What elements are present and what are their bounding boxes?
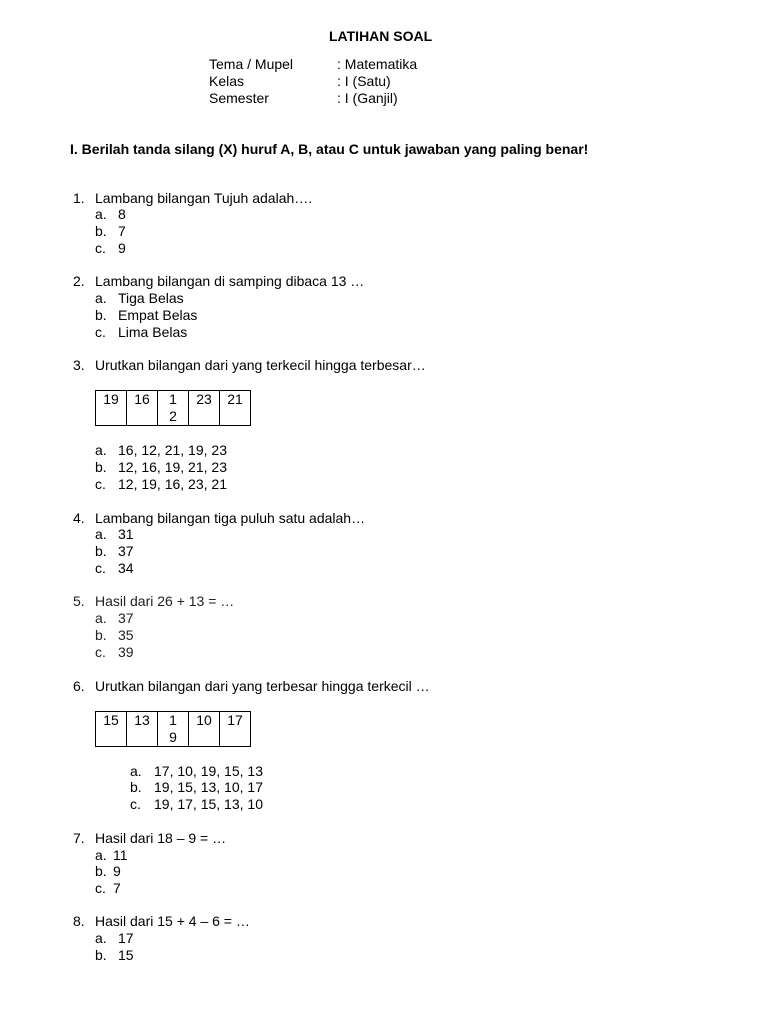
number-box-table <box>95 711 251 747</box>
option-text: 9 <box>118 240 126 256</box>
question-number: 8. <box>73 913 85 929</box>
option-text: 37 <box>118 610 134 626</box>
option-label: b. <box>95 223 107 239</box>
number-box: 15 <box>96 712 127 747</box>
option-label: a. <box>95 847 107 863</box>
option-label: c. <box>130 796 141 812</box>
header-value-semester: : I (Ganjil) <box>337 90 398 106</box>
option-text: 37 <box>118 543 134 559</box>
header-label-kelas: Kelas <box>209 73 245 89</box>
option-label: b. <box>130 779 142 795</box>
option-label: b. <box>95 543 107 559</box>
header-label-semester: Semester <box>209 90 269 106</box>
option-label: c. <box>95 644 106 660</box>
option-label: c. <box>95 560 106 576</box>
question-number: 3. <box>73 357 85 373</box>
option-text: 35 <box>118 627 134 643</box>
option-text: Tiga Belas <box>118 290 184 306</box>
option-text: 7 <box>118 223 126 239</box>
option-text: Empat Belas <box>118 307 198 323</box>
number-box-table <box>95 390 251 426</box>
question-text: Lambang bilangan di samping dibaca 13 … <box>95 273 365 289</box>
option-label: a. <box>95 442 107 458</box>
option-text: 17 <box>118 930 134 946</box>
option-text: 17, 10, 19, 15, 13 <box>154 763 263 779</box>
number-box: 16 <box>127 391 158 426</box>
option-text: 15 <box>118 947 134 963</box>
number-box: 1 2 <box>158 391 189 426</box>
option-label: a. <box>130 763 142 779</box>
option-text: 19, 17, 15, 13, 10 <box>154 796 263 812</box>
option-text: 34 <box>118 560 134 576</box>
option-label: c. <box>95 240 106 256</box>
question-text: Lambang bilangan tiga puluh satu adalah… <box>95 510 366 526</box>
option-text: 11 <box>113 847 128 863</box>
option-text: 7 <box>113 880 121 896</box>
question-number: 2. <box>73 273 85 289</box>
header-label-tema: Tema / Mupel <box>209 56 294 72</box>
page-title: LATIHAN SOAL <box>329 28 433 44</box>
number-box: 23 <box>189 391 220 426</box>
option-label: b. <box>95 627 107 643</box>
option-label: b. <box>95 307 107 323</box>
question-number: 7. <box>73 830 85 846</box>
option-label: a. <box>95 610 107 626</box>
option-text: 16, 12, 21, 19, 23 <box>118 442 227 458</box>
question-text: Urutkan bilangan dari yang terbesar hingga terkecil … <box>95 678 430 694</box>
option-label: a. <box>95 206 107 222</box>
question-number: 1. <box>73 190 85 206</box>
question-number: 6. <box>73 678 85 694</box>
option-text: 8 <box>118 206 126 222</box>
question-text: Lambang bilangan Tujuh adalah…. <box>95 190 313 206</box>
number-box: 1 9 <box>158 712 189 747</box>
option-text: 19, 15, 13, 10, 17 <box>154 779 263 795</box>
question-text: Hasil dari 26 + 13 = … <box>95 593 235 609</box>
option-text: 12, 16, 19, 21, 23 <box>118 459 227 475</box>
number-box: 10 <box>189 712 220 747</box>
option-label: b. <box>95 459 107 475</box>
question-number: 5. <box>73 593 85 609</box>
option-label: c. <box>95 476 106 492</box>
option-label: a. <box>95 290 107 306</box>
option-label: a. <box>95 930 107 946</box>
header-value-tema: : Matematika <box>337 56 418 72</box>
instruction: I. Berilah tanda silang (X) huruf A, B, atau C untuk jawaban yang paling benar! <box>70 141 589 157</box>
question-text: Urutkan bilangan dari yang terkecil hingga terbesar… <box>95 357 426 373</box>
number-box: 13 <box>127 712 158 747</box>
header-value-kelas: : I (Satu) <box>337 73 391 89</box>
option-text: 9 <box>113 863 121 879</box>
question-text: Hasil dari 15 + 4 – 6 = … <box>95 913 250 929</box>
option-text: 12, 19, 16, 23, 21 <box>118 476 227 492</box>
number-box: 17 <box>220 712 251 747</box>
number-box: 21 <box>220 391 251 426</box>
number-box: 19 <box>96 391 127 426</box>
option-text: Lima Belas <box>118 324 188 340</box>
option-label: b. <box>95 863 107 879</box>
question-text: Hasil dari 18 – 9 = … <box>95 830 227 846</box>
option-label: b. <box>95 947 107 963</box>
option-label: c. <box>95 880 106 896</box>
option-text: 39 <box>118 644 134 660</box>
question-number: 4. <box>73 510 85 526</box>
option-label: c. <box>95 324 106 340</box>
option-text: 31 <box>118 526 134 542</box>
option-label: a. <box>95 526 107 542</box>
